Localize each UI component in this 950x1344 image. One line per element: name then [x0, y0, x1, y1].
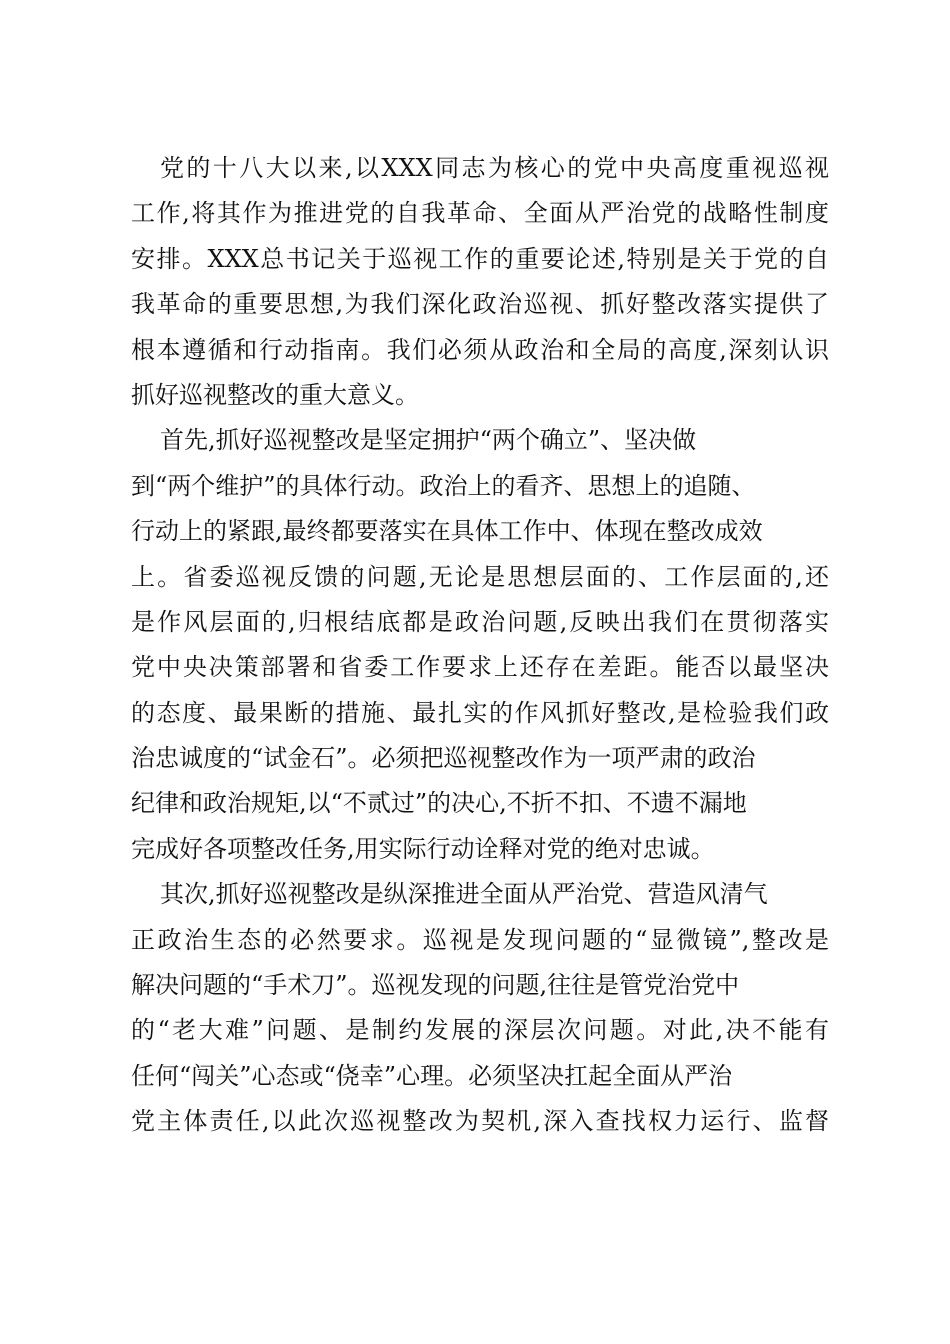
text-line: 党中央决策部署和省委工作要求上还存在差距。能否以最坚决	[131, 653, 829, 682]
text-line: 党主体责任,以此次巡视整改为契机,深入查找权力运行、监督	[131, 1107, 829, 1136]
text-line: 正政治生态的必然要求。巡视是发现问题的“显微镜”,整改是	[131, 925, 829, 954]
text-line: 的态度、最果断的措施、最扎实的作风抓好整改,是检验我们政	[131, 698, 829, 727]
document-body	[131, 146, 829, 1145]
text-line: 抓好巡视整改的重大意义。	[131, 380, 419, 409]
text-line: 解决问题的“手术刀”。巡视发现的问题,往往是管党治党中	[131, 971, 740, 1000]
text-line: 上。省委巡视反馈的问题,无论是思想层面的、工作层面的,还	[131, 562, 829, 591]
text-line: 的“老大难”问题、是制约发展的深层次问题。对此,决不能有	[131, 1016, 829, 1045]
text-line: 到“两个维护”的具体行动。政治上的看齐、思想上的追随、	[131, 471, 756, 500]
text-line: 我革命的重要思想,为我们深化政治巡视、抓好整改落实提供了	[131, 290, 829, 319]
text-line: 工作,将其作为推进党的自我革命、全面从严治党的战略性制度	[131, 199, 829, 228]
text-line: 任何“闯关”心态或“侥幸”心理。必须坚决扛起全面从严治	[131, 1061, 733, 1090]
text-line: 行动上的紧跟,最终都要落实在具体工作中、体现在整改成效	[131, 517, 763, 546]
text-line: 党的十八大以来,以XXX同志为核心的党中央高度重视巡视	[160, 154, 829, 182]
text-line: 治忠诚度的“试金石”。必须把巡视整改作为一项严肃的政治	[131, 744, 756, 773]
text-line: 是作风层面的,归根结底都是政治问题,反映出我们在贯彻落实	[131, 607, 829, 636]
text-line: 纪律和政治规矩,以“不贰过”的决心,不折不扣、不遗不漏地	[131, 789, 747, 818]
text-line: 根本遵循和行动指南。我们必须从政治和全局的高度,深刻认识	[131, 335, 829, 364]
text-line: 安排。XXX总书记关于巡视工作的重要论述,特别是关于党的自	[131, 244, 829, 273]
text-line: 首先,抓好巡视整改是坚定拥护“两个确立”、坚决做	[160, 426, 697, 455]
text-line: 其次,抓好巡视整改是纵深推进全面从严治党、营造风清气	[160, 880, 768, 909]
text-line: 完成好各项整改任务,用实际行动诠释对党的绝对忠诚。	[131, 834, 715, 863]
